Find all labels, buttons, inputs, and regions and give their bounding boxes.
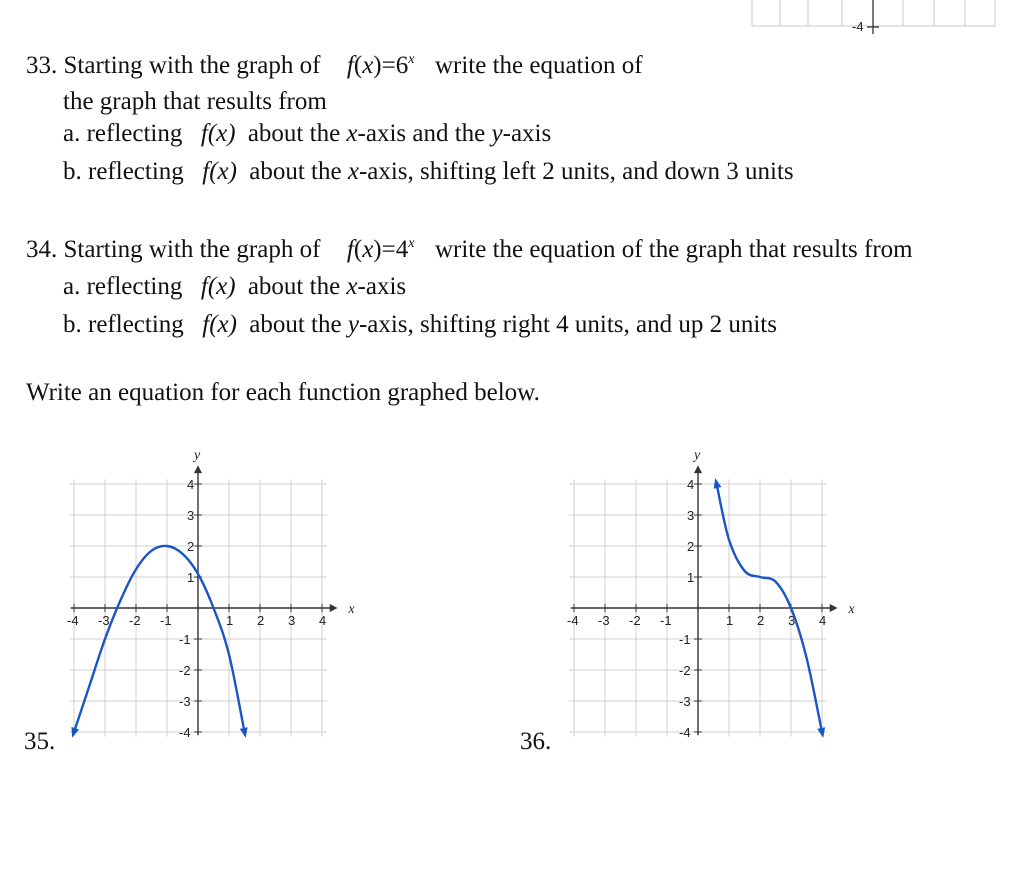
problem-33-eq: =6 bbox=[381, 52, 409, 79]
problem-34-lparen: ( bbox=[353, 236, 363, 263]
problem-33-a-fx: f(x) bbox=[200, 120, 236, 147]
y-tick-label: 2 bbox=[687, 539, 695, 554]
problem-33-part-a bbox=[63, 119, 551, 149]
curve-arrow-start bbox=[714, 478, 722, 489]
problem-34-a-fx: f(x) bbox=[200, 273, 236, 300]
problem-33-lparen: ( bbox=[353, 52, 363, 79]
graph-35 bbox=[58, 446, 358, 756]
problem-33-part-b bbox=[63, 157, 794, 187]
problem-33-a-x: x bbox=[346, 120, 358, 147]
graph-35-number: 35. bbox=[24, 728, 56, 755]
x-tick-label: -1 bbox=[660, 613, 672, 628]
problem-34-b-text1: about the bbox=[249, 311, 348, 338]
y-tick-label: -1 bbox=[679, 632, 691, 647]
y-axis-arrow bbox=[694, 465, 702, 473]
x-axis-label: x bbox=[348, 602, 355, 617]
problem-34-part-a bbox=[63, 272, 406, 302]
curve-arrow-end bbox=[240, 727, 248, 738]
x-tick-label: 1 bbox=[226, 613, 234, 628]
y-tick-label: -2 bbox=[679, 663, 691, 678]
corner-tick-label: -4 bbox=[852, 19, 864, 34]
y-tick-label: 4 bbox=[687, 477, 695, 492]
problem-34-rparen: ) bbox=[373, 236, 382, 263]
problem-34-a-text2: -axis bbox=[357, 273, 407, 300]
x-tick-label: -4 bbox=[567, 613, 579, 628]
x-tick-label: 4 bbox=[319, 613, 327, 628]
x-tick-label: 3 bbox=[788, 613, 796, 628]
problem-34-eq: =4 bbox=[381, 236, 409, 263]
problem-34-b-y: y bbox=[347, 311, 359, 338]
problem-33-var: x bbox=[362, 52, 374, 79]
y-tick-label: 4 bbox=[187, 477, 195, 492]
y-tick-label: -2 bbox=[179, 663, 191, 678]
y-axis-arrow bbox=[194, 465, 202, 473]
y-tick-label: 3 bbox=[687, 508, 695, 523]
problem-34-part-b bbox=[63, 310, 777, 340]
x-tick-label: 2 bbox=[257, 613, 265, 628]
problem-34-exp: x bbox=[408, 236, 415, 251]
y-axis-label: y bbox=[694, 448, 701, 464]
x-axis-arrow bbox=[330, 604, 338, 612]
x-tick-label: 3 bbox=[288, 613, 296, 628]
x-tick-label: -3 bbox=[98, 613, 110, 628]
problem-34-lead: 34. Starting with the graph of bbox=[26, 236, 321, 263]
problem-33-lead: 33. Starting with the graph of bbox=[26, 52, 321, 79]
y-tick-label: 2 bbox=[187, 539, 195, 554]
problem-33-b-text2: -axis, shifting left 2 units, and down 3 units bbox=[358, 158, 794, 185]
problem-33-rparen: ) bbox=[373, 52, 382, 79]
x-tick-label: 2 bbox=[757, 613, 765, 628]
y-tick-label: 1 bbox=[687, 570, 695, 585]
x-axis-arrow bbox=[830, 604, 838, 612]
problem-34-b-text2: -axis, shifting right 4 units, and up 2 units bbox=[358, 311, 777, 338]
problem-33-func: f bbox=[346, 52, 354, 79]
graph-36 bbox=[558, 446, 858, 756]
y-tick-label: -3 bbox=[679, 694, 691, 709]
graph-36-number: 36. bbox=[520, 728, 552, 755]
x-tick-label: -1 bbox=[160, 613, 172, 628]
problem-34-tail: write the equation of the graph that results from bbox=[434, 236, 913, 263]
problem-33-b-fx: f(x) bbox=[202, 158, 237, 185]
problem-33-b-prefix: b. reflecting bbox=[63, 158, 184, 185]
problem-33-exp: x bbox=[408, 52, 415, 67]
problem-34-var: x bbox=[362, 236, 374, 263]
problem-34-b-prefix: b. reflecting bbox=[63, 311, 184, 338]
problem-34-a-x: x bbox=[346, 273, 358, 300]
x-axis-label: x bbox=[848, 602, 855, 617]
problem-33-line2: the graph that results from bbox=[63, 88, 327, 115]
problem-33-b-x: x bbox=[347, 158, 359, 185]
y-tick-label: -4 bbox=[179, 725, 191, 740]
problem-34-a-text1: about the bbox=[247, 273, 347, 300]
x-tick-label: -4 bbox=[67, 613, 79, 628]
y-tick-label: 1 bbox=[187, 570, 195, 585]
y-tick-label: -4 bbox=[679, 725, 691, 740]
y-axis-label: y bbox=[194, 448, 201, 464]
problem-33-tail: write the equation of bbox=[434, 52, 643, 79]
problem-33-a-text3: -axis bbox=[502, 120, 552, 147]
problem-33-line1 bbox=[26, 45, 643, 81]
problem-34-func: f bbox=[346, 236, 354, 263]
y-tick-label: -3 bbox=[179, 694, 191, 709]
problem-33-a-y: y bbox=[491, 120, 503, 147]
problem-33-a-text2: -axis and the bbox=[357, 120, 492, 147]
problem-33-b-text1: about the bbox=[249, 158, 348, 185]
problem-34-a-prefix: a. reflecting bbox=[63, 273, 183, 300]
curve-arrow-end bbox=[817, 727, 825, 738]
problem-33-a-text1: about the bbox=[247, 120, 347, 147]
y-tick-label: 3 bbox=[187, 508, 195, 523]
problem-34-b-fx: f(x) bbox=[202, 311, 237, 338]
x-tick-label: 4 bbox=[819, 613, 827, 628]
instruction-text: Write an equation for each function graphed below. bbox=[26, 379, 540, 406]
y-tick-label: -1 bbox=[179, 632, 191, 647]
x-tick-label: 1 bbox=[726, 613, 734, 628]
x-tick-label: -2 bbox=[629, 613, 641, 628]
corner-graph-fragment bbox=[750, 0, 1020, 35]
problem-34-line1 bbox=[26, 229, 913, 265]
x-tick-label: -2 bbox=[129, 613, 141, 628]
x-tick-label: -3 bbox=[598, 613, 610, 628]
problem-33-a-prefix: a. reflecting bbox=[63, 120, 183, 147]
